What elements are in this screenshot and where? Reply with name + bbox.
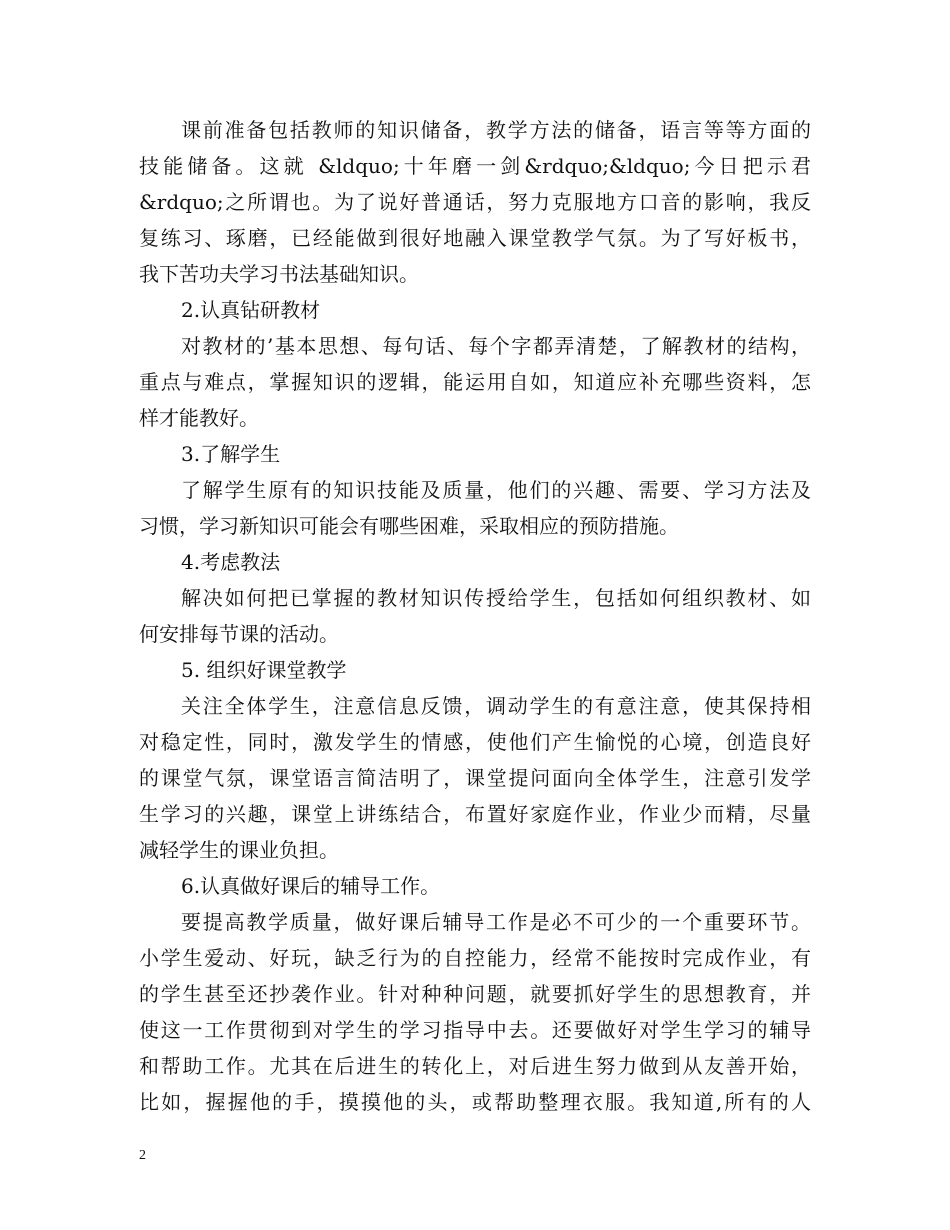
text-line: 的学生甚至还抄袭作业。针对种种问题，就要抓好学生的思想教育，并 xyxy=(139,982,811,1006)
text-line: 习惯，学习新知识可能会有哪些困难，采取相应的预防措施。 xyxy=(139,514,679,538)
text-line: 解决如何把已掌握的教材知识传授给学生，包括如何组织教材、如 xyxy=(181,586,811,610)
text-line: 课前准备包括教师的知识储备，教学方法的储备，语言等等方面的 xyxy=(181,118,811,142)
page-number: 2 xyxy=(139,1148,146,1163)
text-line: 了解学生原有的知识技能及质量，他们的兴趣、需要、学习方法及 xyxy=(181,478,811,502)
text-line: 的课堂气氛，课堂语言简洁明了，课堂提问面向全体学生，注意引发学 xyxy=(139,766,811,790)
text-line: 何安排每节课的活动。 xyxy=(139,622,339,646)
text-line: 和帮助工作。尤其在后进生的转化上，对后进生努力做到从友善开始， xyxy=(139,1054,811,1078)
document-body xyxy=(139,112,811,1120)
text-line: 关注全体学生，注意信息反馈，调动学生的有意注意，使其保持相 xyxy=(181,694,811,718)
text-line: 5. 组织好课堂教学 xyxy=(181,658,347,682)
text-line: 对教材的’基本思想、每句话、每个字都弄清楚，了解教材的结构， xyxy=(181,334,811,358)
text-line: 要提高教学质量，做好课后辅导工作是必不可少的一个重要环节。 xyxy=(181,910,811,934)
text-line: &rdquo;之所谓也。为了说好普通话，努力克服地方口音的影响，我反 xyxy=(139,190,811,214)
text-line: 对稳定性，同时，激发学生的情感，使他们产生愉悦的心境，创造良好 xyxy=(139,730,811,754)
text-line: 3.了解学生 xyxy=(181,442,281,466)
text-line: 重点与难点，掌握知识的逻辑，能运用自如，知道应补充哪些资料，怎 xyxy=(139,370,811,394)
text-line: 2.认真钻研教材 xyxy=(181,298,321,322)
text-line: 使这一工作贯彻到对学生的学习指导中去。还要做好对学生学习的辅导 xyxy=(139,1018,811,1042)
text-line: 比如，握握他的手，摸摸他的头，或帮助整理衣服。我知道,所有的人 xyxy=(139,1090,811,1114)
text-line: 减轻学生的课业负担。 xyxy=(139,838,339,862)
text-line: 生学习的兴趣，课堂上讲练结合，布置好家庭作业，作业少而精，尽量 xyxy=(139,802,811,826)
text-line: 技能储备。这就 &ldquo;十年磨一剑&rdquo;&ldquo;今日把示君 xyxy=(139,154,811,178)
text-line: 6.认真做好课后的辅导工作。 xyxy=(181,874,441,898)
text-line: 样才能教好。 xyxy=(139,406,259,430)
text-line: 我下苦功夫学习书法基础知识。 xyxy=(139,262,419,286)
text-line: 4.考虑教法 xyxy=(181,550,281,574)
text-line: 小学生爱动、好玩，缺乏行为的自控能力，经常不能按时完成作业，有 xyxy=(139,946,811,970)
text-line: 复练习、琢磨，已经能做到很好地融入课堂教学气氛。为了写好板书， xyxy=(139,226,811,250)
